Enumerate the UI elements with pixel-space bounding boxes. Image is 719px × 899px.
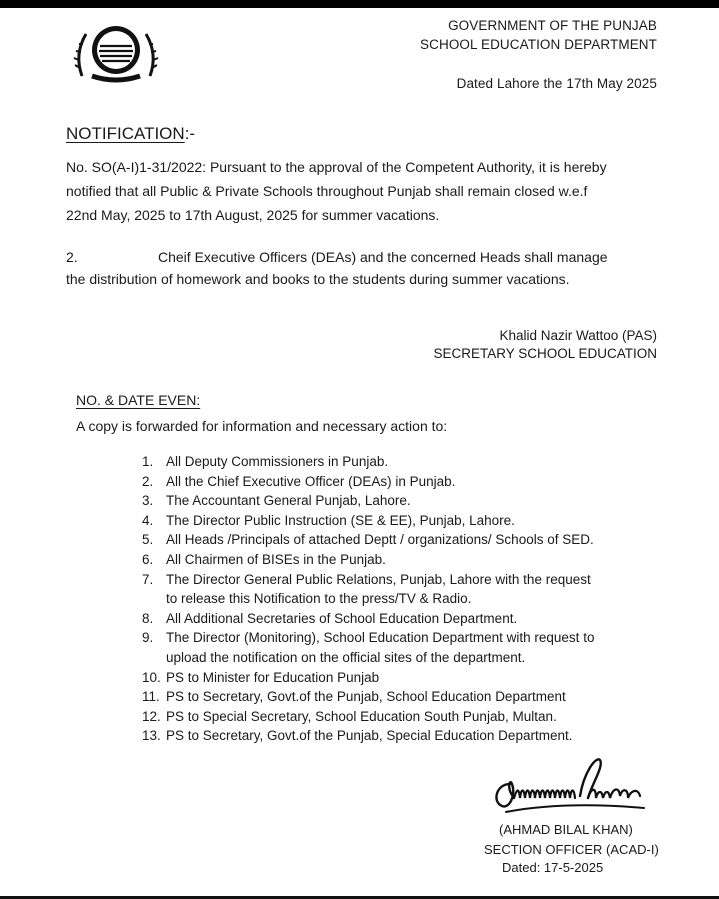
list-item-text: PS to Minister for Education Punjab bbox=[166, 669, 380, 685]
list-item bbox=[142, 668, 594, 688]
list-item-text: The Director (Monitoring), School Education Department with request to bbox=[166, 630, 595, 646]
list-item-text: The Accountant General Punjab, Lahore. bbox=[166, 493, 411, 509]
list-item bbox=[142, 511, 594, 531]
signatory-name: Khalid Nazir Wattoo (PAS) bbox=[499, 328, 657, 343]
top-border bbox=[0, 0, 719, 8]
paragraph-2-line-2: the distribution of homework and books to the students during summer vacations. bbox=[66, 271, 570, 287]
paragraph-2-text: Cheif Executive Officers (DEAs) and the concerned Heads shall manage bbox=[158, 249, 608, 265]
handwritten-signature bbox=[488, 754, 650, 822]
section-officer-name: (AHMAD BILAL KHAN) bbox=[499, 822, 633, 837]
list-item-number: 4. bbox=[142, 512, 154, 528]
list-item-text: to release this Notification to the press/TV & Radio. bbox=[166, 591, 472, 607]
list-item bbox=[142, 570, 594, 590]
paragraph-1-line-3: 22nd May, 2025 to 17th August, 2025 for summer vacations. bbox=[66, 207, 440, 223]
list-item bbox=[142, 452, 594, 472]
list-item-number: 7. bbox=[142, 571, 154, 587]
list-item-number: 1. bbox=[142, 454, 154, 469]
list-item bbox=[142, 609, 594, 629]
section-officer-title: SECTION OFFICER (ACAD-I) bbox=[484, 842, 659, 857]
list-item-text: All the Chief Executive Officer (DEAs) in Punjab. bbox=[166, 473, 456, 489]
list-item bbox=[142, 589, 594, 609]
list-item-text: PS to Special Secretary, School Education South Punjab, Multan. bbox=[166, 708, 557, 724]
government-heading: GOVERNMENT OF THE PUNJAB bbox=[448, 18, 657, 33]
list-item bbox=[142, 726, 594, 746]
list-item-text: PS to Secretary, Govt.of the Punjab, School Education Department bbox=[166, 689, 566, 705]
notification-title-suffix: :- bbox=[184, 124, 196, 143]
list-item-text: All Chairmen of BISEs in the Punjab. bbox=[166, 551, 386, 567]
list-item bbox=[142, 707, 594, 727]
list-item bbox=[142, 648, 594, 668]
list-item-text: PS to Secretary, Govt.of the Punjab, Special Education Department. bbox=[166, 728, 573, 744]
endorsement-heading: NO. & DATE EVEN: bbox=[76, 392, 201, 408]
paragraph-2-line-1 bbox=[66, 247, 608, 267]
list-item-number: 5. bbox=[142, 532, 154, 548]
paragraph-1-text: Pursuant to the approval of the Competent Authority, it is hereby bbox=[206, 159, 607, 175]
list-item-number: 13. bbox=[142, 728, 161, 744]
list-item-number: 2. bbox=[142, 473, 154, 489]
list-item-text: The Director Public Instruction (SE & EE), Punjab, Lahore. bbox=[166, 512, 515, 528]
list-item-text: All Heads /Principals of attached Deptt / organizations/ Schools of SED. bbox=[166, 532, 594, 548]
reference-number: No. SO(A-I)1-31/2022: bbox=[66, 159, 207, 175]
list-item-number: 10. bbox=[142, 669, 161, 685]
distribution-list bbox=[142, 452, 594, 746]
issue-date: Dated Lahore the 17th May 2025 bbox=[456, 76, 657, 91]
list-item-text: upload the notification on the official sites of the department. bbox=[166, 649, 526, 665]
list-item-number: 12. bbox=[142, 708, 161, 724]
paragraph-2-number: 2. bbox=[66, 249, 78, 265]
list-item-number: 3. bbox=[142, 493, 154, 509]
list-item-number: 8. bbox=[142, 610, 154, 626]
notification-title bbox=[66, 124, 195, 144]
government-of-punjab-emblem-icon bbox=[72, 18, 160, 84]
paragraph-1-line-2: notified that all Public & Private Schools throughout Punjab shall remain closed w.e.f bbox=[66, 183, 588, 199]
list-item bbox=[142, 687, 594, 707]
paragraph-1-line-1 bbox=[66, 157, 607, 177]
notification-title-text: NOTIFICATION bbox=[66, 124, 185, 143]
list-item bbox=[142, 550, 594, 570]
list-item-number: 6. bbox=[142, 551, 154, 567]
list-item-text: All Deputy Commissioners in Punjab. bbox=[166, 454, 389, 469]
list-item-number: 9. bbox=[142, 630, 154, 646]
list-item-number: 11. bbox=[142, 689, 160, 705]
list-item-text: All Additional Secretaries of School Education Department. bbox=[166, 610, 518, 626]
list-item bbox=[142, 491, 594, 511]
list-item-text: The Director General Public Relations, Punjab, Lahore with the request bbox=[166, 571, 591, 587]
list-item bbox=[142, 628, 594, 648]
department-heading: SCHOOL EDUCATION DEPARTMENT bbox=[420, 37, 657, 52]
endorsement-intro: A copy is forwarded for information and necessary action to: bbox=[76, 418, 448, 434]
list-item bbox=[142, 530, 594, 550]
section-officer-date: Dated: 17-5-2025 bbox=[502, 860, 604, 875]
list-item bbox=[142, 472, 594, 492]
signatory-title: SECRETARY SCHOOL EDUCATION bbox=[433, 346, 657, 361]
